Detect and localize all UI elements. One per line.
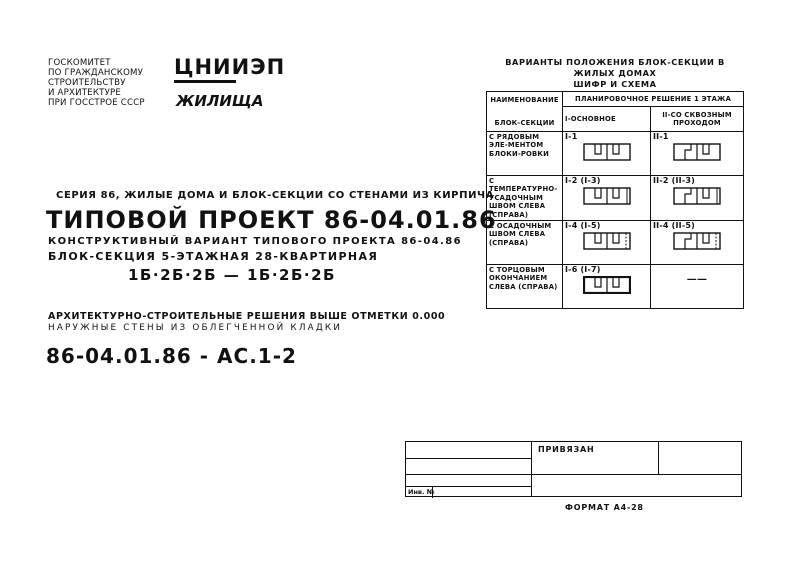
organization-block (48, 58, 145, 108)
plan-schema-icon (673, 232, 721, 250)
plan-schema-icon (583, 143, 631, 161)
plan-schema-icon (583, 232, 631, 250)
header-name-cell (487, 92, 563, 132)
row-name: С ТЕМПЕРАТУРНО-УСАДОЧНЫМ ШВОМ СЛЕВА (СПРАВА) (487, 176, 563, 221)
variants-title-line-2: ШИФР И СХЕМА (573, 79, 657, 89)
table-row (487, 265, 744, 309)
section-formula: 1Б·2Б·2Б — 1Б·2Б·2Б (128, 266, 336, 284)
variant-code: II-2 (II-3) (653, 176, 695, 185)
document-code: 86-04.01.86 - АС.1-2 (46, 344, 297, 368)
arch-line-1: АРХИТЕКТУРНО-СТРОИТЕЛЬНЫЕ РЕШЕНИЯ ВЫШЕ ОТМЕТКИ 0.000 (48, 311, 446, 322)
table-row (487, 221, 744, 265)
plan-schema-icon (583, 276, 631, 294)
row-variant-1 (563, 132, 651, 176)
plan-schema-icon (583, 187, 631, 205)
sheet-format: ФОРМАТ А4-28 (565, 503, 644, 512)
logo-top-text: ЦНИИЭП (174, 55, 286, 79)
row-name: С ТОРЦОВЫМ ОКОНЧАНИЕМ СЛЕВА (СПРАВА) (487, 265, 563, 309)
empty-variant-dash: —— (686, 274, 708, 286)
stamp-divider (406, 458, 531, 459)
table-header-row (487, 92, 744, 107)
binding-stamp (405, 441, 742, 497)
project-subtitle-1: КОНСТРУКТИВНЫЙ ВАРИАНТ ТИПОВОГО ПРОЕКТА 86-04.86 (48, 236, 462, 247)
stamp-divider (406, 474, 741, 475)
project-title: ТИПОВОЙ ПРОЕКТ 86-04.01.86 (46, 206, 497, 234)
row-variant-2 (651, 176, 744, 221)
variant-code: I-2 (I-3) (565, 176, 601, 185)
header-plan-cell: ПЛАНИРОВОЧНОЕ РЕШЕНИЕ 1 ЭТАЖА (563, 92, 744, 107)
institute-logo (174, 55, 286, 116)
inventory-number-label: Инв. № (408, 488, 435, 496)
arch-line-2: НАРУЖНЫЕ СТЕНЫ ИЗ ОБЛЕГЧЕННОЙ КЛАДКИ (48, 323, 343, 333)
row-name: С РЯДОВЫМ ЭЛЕ-МЕНТОМ БЛОКИ-РОВКИ (487, 132, 563, 176)
stamp-label: ПРИВЯЗАН (538, 445, 595, 454)
variants-table (486, 91, 744, 309)
variants-title-line-1: ВАРИАНТЫ ПОЛОЖЕНИЯ БЛОК-СЕКЦИИ В ЖИЛЫХ ДОМАХ (505, 57, 725, 78)
row-variant-1 (563, 176, 651, 221)
variant-code: II-1 (653, 132, 669, 141)
stamp-divider (658, 442, 659, 474)
org-line: И АРХИТЕКТУРЕ (48, 88, 122, 98)
header-col2: II-СО СКВОЗНЫМ ПРОХОДОМ (651, 107, 744, 132)
org-line: ПРИ ГОССТРОЕ СССР (48, 98, 145, 108)
variant-code: I-6 (I-7) (565, 265, 601, 275)
variant-code: I-1 (565, 132, 578, 141)
variant-code: II-4 (II-5) (653, 221, 695, 231)
stamp-divider (531, 442, 532, 496)
row-variant-1 (563, 265, 651, 309)
row-variant-1 (563, 221, 651, 265)
series-line: СЕРИЯ 86, ЖИЛЫЕ ДОМА И БЛОК-СЕКЦИИ СО СТЕНАМИ ИЗ КИРПИЧА (56, 190, 495, 201)
header-col1: I-ОСНОВНОЕ (563, 107, 651, 132)
org-line: ПО ГРАЖДАНСКОМУ (48, 68, 144, 78)
variants-title (486, 57, 744, 90)
row-variant-2 (651, 132, 744, 176)
row-variant-2 (651, 265, 744, 309)
org-line: ГОСКОМИТЕТ (48, 58, 111, 68)
logo-bottom-text: ЖИЛИЩА (176, 92, 264, 110)
logo-bar (174, 80, 236, 83)
header-name-line-2: БЛОК-СЕКЦИИ (494, 118, 555, 127)
table-row (487, 176, 744, 221)
row-variant-2 (651, 221, 744, 265)
project-subtitle-2: БЛОК-СЕКЦИЯ 5-ЭТАЖНАЯ 28-КВАРТИРНАЯ (48, 250, 379, 263)
stamp-divider (406, 486, 531, 487)
variant-code: I-4 (I-5) (565, 221, 601, 231)
row-name: С ОСАДОЧНЫМ ШВОМ СЛЕВА (СПРАВА) (487, 221, 563, 265)
plan-schema-icon (673, 187, 721, 205)
org-line: СТРОИТЕЛЬСТВУ (48, 78, 126, 88)
plan-schema-icon (673, 143, 721, 161)
header-name-line-1: НАИМЕНОВАНИЕ (490, 96, 559, 105)
table-row (487, 132, 744, 176)
